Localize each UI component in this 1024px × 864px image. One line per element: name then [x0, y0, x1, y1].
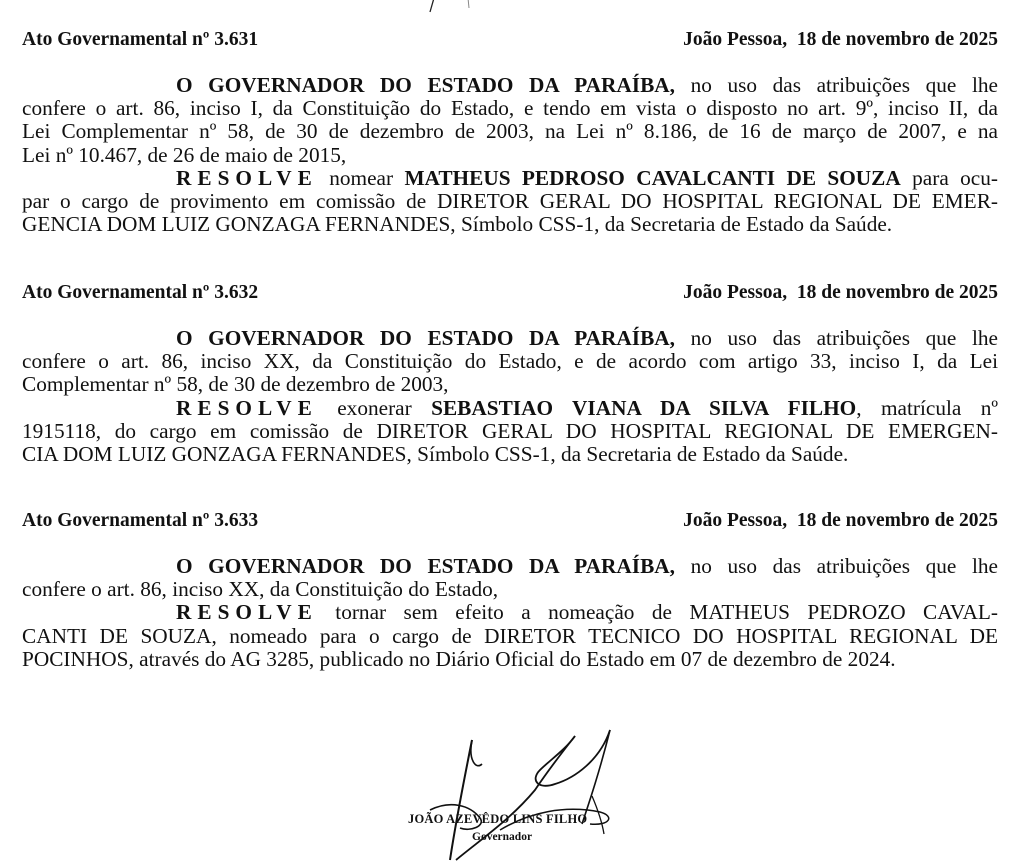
- bold-text: SEBASTIAO VIANA DA SILVA FILHO: [431, 395, 857, 420]
- text-segment: para ocu-: [900, 165, 998, 190]
- text-segment: CIA DOM LUIZ GONZAGA FERNANDES, Símbolo CSS-1, da Secretaria de Estado da Saúde.: [22, 442, 849, 467]
- ato-text-line: [22, 350, 998, 373]
- ato-header: [22, 509, 998, 533]
- bold-text: MATHEUS PEDROSO CAVALCANTI DE SOUZA: [404, 165, 901, 190]
- text-segment: confere o art. 86, inciso I, da Constituição do Estado, e tendo em vista o disposto no art. 9º, inciso II, da: [22, 96, 998, 121]
- ato-text-line: [22, 373, 998, 396]
- ato-text-line: [22, 443, 998, 466]
- text-segment: confere o art. 86, inciso XX, da Constituição do Estado, e de acordo com artigo 33, inciso I, da Lei: [22, 349, 998, 374]
- ato-body: [22, 74, 998, 236]
- ato-text-line: [22, 397, 998, 420]
- ato-text-line: [22, 648, 998, 671]
- ato-text-line: [22, 97, 998, 120]
- text-segment: Lei Complementar nº 58, de 30 de dezembro de 2003, na Lei nº 8.186, de 16 de março de 2007, e na: [22, 119, 998, 144]
- bold-text: O GOVERNADOR DO ESTADO DA PARAÍBA,: [176, 73, 675, 97]
- ato-text-line: [22, 144, 998, 167]
- ato-text-line: [22, 555, 998, 578]
- signatory-role: Governador: [472, 831, 533, 843]
- ato-title: Ato Governamental nº 3.632: [22, 282, 259, 303]
- text-segment: CANTI DE SOUZA, nomeado para o cargo de DIRETOR TECNICO DO HOSPITAL REGIONAL DE: [22, 623, 998, 648]
- text-segment: POCINHOS, através do AG 3285, publicado no Diário Oficial do Estado em 07 de dezembro de 2024.: [22, 646, 896, 671]
- text-segment: exonerar: [317, 395, 432, 420]
- text-segment: Complementar nº 58, de 30 de dezembro de 2003,: [22, 372, 449, 397]
- ato-body: [22, 555, 998, 671]
- resolve-keyword: RESOLVE: [176, 395, 318, 420]
- ato-text-line: [22, 601, 998, 624]
- bold-text: O GOVERNADOR DO ESTADO DA PARAÍBA,: [176, 326, 675, 350]
- ato-text-line: [22, 190, 998, 213]
- ato-body: [22, 327, 998, 466]
- ato-text-line: [22, 578, 998, 601]
- ato-date: João Pessoa, 18 de novembro de 2025: [683, 282, 998, 303]
- resolve-keyword: RESOLVE: [176, 600, 318, 625]
- ato-text-line: [22, 625, 998, 648]
- ato-date: João Pessoa, 18 de novembro de 2025: [683, 510, 998, 531]
- resolve-keyword: RESOLVE: [176, 165, 318, 190]
- text-segment: tornar sem efeito a nomeação de MATHEUS PEDROZO CAVAL-: [317, 600, 998, 625]
- ato-date: João Pessoa, 18 de novembro de 2025: [683, 29, 998, 50]
- text-segment: Lei nº 10.467, de 26 de maio de 2015,: [22, 142, 347, 167]
- text-segment: 1915118, do cargo em comissão de DIRETOR GERAL DO HOSPITAL REGIONAL DE EMERGEN-: [22, 418, 998, 443]
- signatory-name: JOÃO AZEVÊDO LINS FILHO: [408, 812, 588, 826]
- ato-title: Ato Governamental nº 3.633: [22, 510, 259, 531]
- ato-text-line: [22, 120, 998, 143]
- text-segment: , matrícula nº: [856, 395, 999, 420]
- ato-text-line: [22, 213, 998, 236]
- ato-3631: [22, 28, 998, 236]
- text-segment: nomear: [317, 165, 405, 190]
- ato-header: [22, 28, 998, 52]
- ato-title: Ato Governamental nº 3.631: [22, 29, 259, 50]
- ato-header: [22, 281, 998, 305]
- text-segment: no uso das atribuições que lhe: [674, 554, 998, 578]
- text-segment: GENCIA DOM LUIZ GONZAGA FERNANDES, Símbolo CSS-1, da Secretaria de Estado da Saúde.: [22, 212, 893, 237]
- text-segment: no uso das atribuições que lhe: [674, 326, 998, 350]
- ato-3632: [22, 281, 998, 466]
- ato-text-line: [22, 327, 998, 350]
- signature-block: [360, 700, 680, 864]
- ato-text-line: [22, 167, 998, 190]
- text-segment: par o cargo de provimento em comissão de DIRETOR GERAL DO HOSPITAL REGIONAL DE EMER-: [22, 189, 998, 214]
- text-segment: no uso das atribuições que lhe: [674, 73, 998, 97]
- ato-text-line: [22, 74, 998, 97]
- ato-3633: [22, 509, 998, 671]
- ato-text-line: [22, 420, 998, 443]
- text-segment: confere o art. 86, inciso XX, da Constituição do Estado,: [22, 577, 499, 602]
- bold-text: O GOVERNADOR DO ESTADO DA PARAÍBA,: [176, 554, 675, 578]
- top-pen-mark: [422, 0, 482, 14]
